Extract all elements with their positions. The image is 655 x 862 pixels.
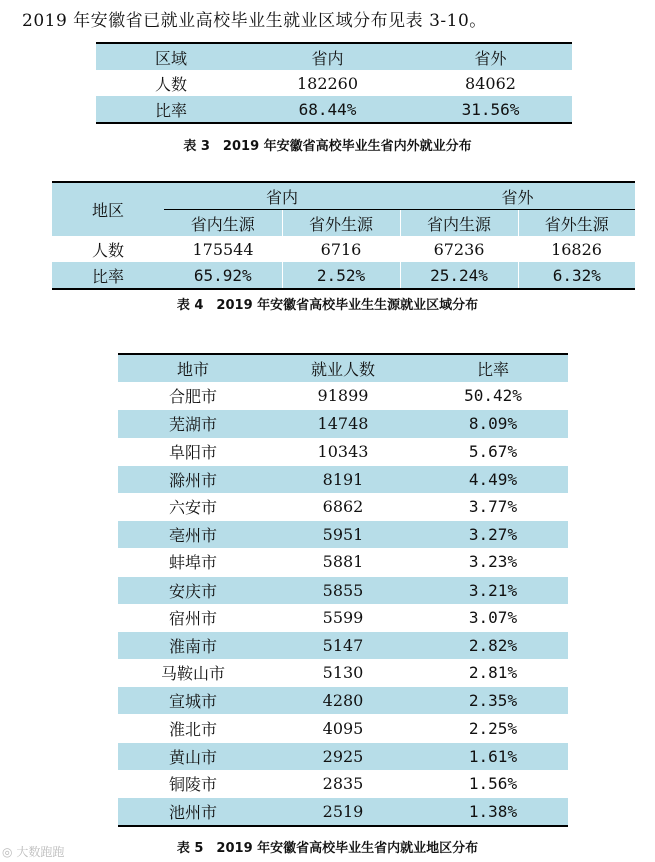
city-cell: 马鞍山市 [160, 664, 225, 684]
city-cell: 淮南市 [118, 631, 268, 659]
table-cell: 25.24% [400, 262, 518, 289]
count-cell: 5855 [268, 576, 418, 604]
count-cell: 5147 [268, 631, 418, 659]
city-cell: 安庆市 [118, 576, 268, 604]
table-row [118, 438, 568, 466]
table-cell: 16826 [551, 239, 602, 259]
table-4-group-header: 省内 [266, 187, 299, 207]
table-cell: 2.52% [282, 262, 400, 289]
count-cell: 4280 [268, 687, 418, 715]
count-cell: 14748 [268, 410, 418, 438]
city-cell: 合肥市 [168, 387, 217, 407]
table-row [52, 262, 635, 289]
count-cell: 2519 [268, 798, 418, 827]
count-cell: 6862 [322, 497, 364, 517]
table-row [118, 631, 568, 659]
rate-cell: 3.21% [418, 576, 568, 604]
table-cell: 65.92% [193, 265, 252, 285]
rate-cell: 2.25% [468, 718, 518, 738]
table-3-caption: 表 3 2019 年安徽省高校毕业生省内外就业分布 [183, 139, 472, 154]
table-cell: 67236 [433, 239, 485, 259]
city-cell: 阜阳市 [168, 442, 217, 462]
table-row [118, 382, 568, 410]
row-label: 人数 [91, 240, 124, 260]
table-row [118, 742, 568, 770]
table-row [118, 548, 568, 576]
count-cell: 4095 [322, 718, 364, 738]
table-3-header-cell: 区域 [154, 48, 187, 68]
city-cell: 宣城市 [118, 687, 268, 715]
rate-cell: 5.67% [468, 441, 518, 461]
table-4-header-row [52, 182, 635, 210]
rate-cell: 1.61% [418, 742, 568, 770]
table-row [118, 493, 568, 521]
count-cell: 5599 [322, 607, 364, 627]
city-cell: 滁州市 [118, 465, 268, 493]
table-5-header-row [118, 354, 568, 382]
table-5-header-cell: 地市 [176, 360, 209, 380]
table-row [118, 410, 568, 438]
rate-cell: 1.56% [468, 773, 518, 793]
table-row [118, 798, 568, 827]
table-4-subheader-cell: 省外生源 [282, 210, 400, 237]
table-4 [52, 181, 635, 290]
table-cell: 84062 [465, 73, 516, 93]
table-row [118, 770, 568, 798]
table-5-caption: 表 5 2019 年安徽省高校毕业生省内就业地区分布 [176, 841, 479, 856]
eye-icon: ◎ [2, 845, 13, 859]
count-cell: 5130 [322, 663, 364, 683]
city-cell: 宿州市 [168, 608, 217, 628]
table-5-header-cell: 就业人数 [310, 360, 375, 380]
table-row [118, 576, 568, 604]
city-cell: 芜湖市 [118, 410, 268, 438]
table-row [96, 96, 572, 123]
rate-cell: 3.27% [418, 521, 568, 549]
count-cell: 5951 [268, 521, 418, 549]
city-cell: 亳州市 [118, 521, 268, 549]
table-3-header-row [96, 43, 572, 70]
table-cell: 175544 [192, 239, 254, 259]
table-5-body [118, 382, 568, 826]
watermark-text: 大数跑跑 [16, 845, 65, 859]
table-3 [96, 42, 572, 124]
count-cell: 5881 [322, 552, 364, 572]
city-cell: 淮北市 [168, 719, 217, 739]
table-cell: 6716 [320, 239, 362, 259]
city-cell: 六安市 [168, 498, 217, 518]
table-row [118, 659, 568, 687]
table-5 [118, 353, 568, 827]
rate-cell: 3.77% [468, 497, 518, 517]
table-row [52, 236, 635, 262]
intro-paragraph: 2019 年安徽省已就业高校毕业生就业区域分布见表 3-10。 [22, 11, 487, 31]
table-cell: 68.44% [298, 99, 357, 119]
table-row [96, 70, 572, 96]
city-cell: 池州市 [118, 798, 268, 827]
table-cell: 6.32% [518, 262, 635, 289]
row-label: 比率 [154, 100, 187, 120]
count-cell: 8191 [268, 465, 418, 493]
table-3-header-cell: 省外 [474, 48, 507, 68]
table-row [118, 687, 568, 715]
city-cell: 铜陵市 [168, 774, 217, 794]
rate-cell: 4.49% [418, 465, 568, 493]
table-4-region-header: 地区 [91, 201, 124, 220]
watermark-logo [2, 843, 64, 860]
rate-cell: 2.81% [468, 663, 518, 683]
table-5-header-cell: 比率 [476, 360, 509, 380]
table-row [118, 465, 568, 493]
table-3-header-cell: 省内 [311, 48, 344, 68]
city-cell: 蚌埠市 [168, 553, 217, 573]
row-label: 比率 [91, 266, 124, 286]
rate-cell: 3.07% [468, 607, 518, 627]
table-row [118, 604, 568, 632]
rate-cell: 2.35% [418, 687, 568, 715]
rate-cell: 3.23% [468, 552, 518, 572]
rate-cell: 50.42% [464, 386, 522, 406]
table-row [118, 714, 568, 742]
table-4-subheader-cell: 省外生源 [518, 210, 635, 237]
table-4-group-header: 省外 [501, 187, 534, 207]
rate-cell: 2.82% [418, 631, 568, 659]
count-cell: 10343 [317, 441, 369, 461]
table-4-subheader-cell: 省内生源 [400, 210, 518, 237]
row-label: 人数 [154, 74, 187, 94]
rate-cell: 1.38% [418, 798, 568, 827]
rate-cell: 8.09% [418, 410, 568, 438]
count-cell: 2835 [322, 773, 364, 793]
city-cell: 黄山市 [118, 742, 268, 770]
table-cell: 182260 [296, 73, 359, 93]
count-cell: 91899 [317, 386, 369, 406]
table-row [118, 521, 568, 549]
count-cell: 2925 [268, 742, 418, 770]
table-4-caption: 表 4 2019 年安徽省高校毕业生生源就业区域分布 [176, 298, 479, 313]
table-4-subheader-cell: 省内生源 [164, 210, 282, 237]
table-cell: 31.56% [461, 99, 520, 119]
